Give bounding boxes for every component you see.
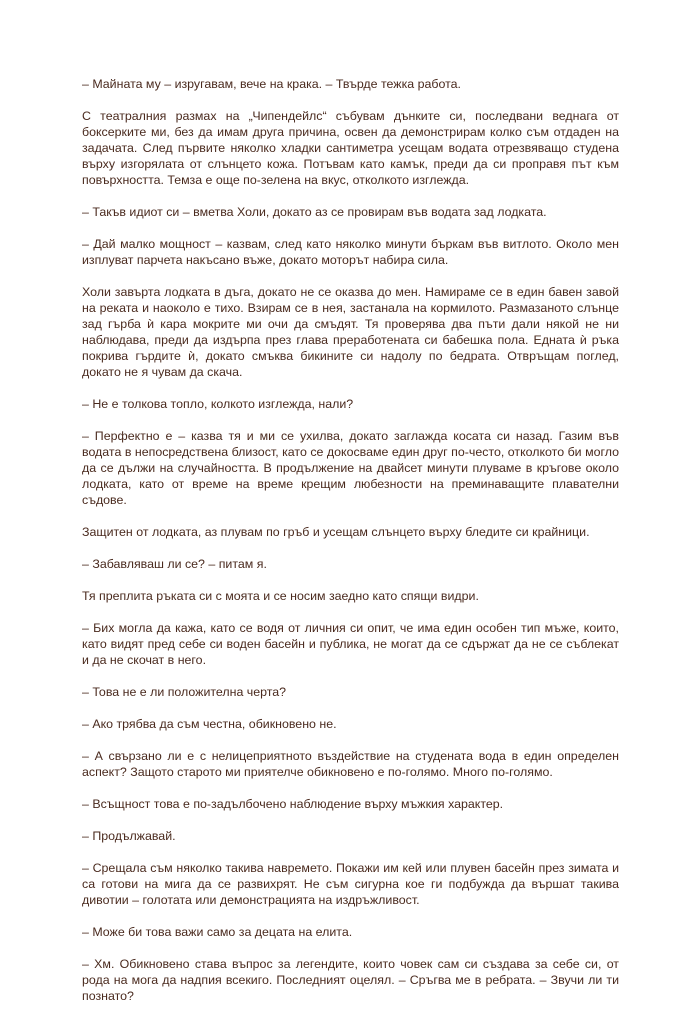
paragraph: – Майната му – изругавам, вече на крака. – Твърде тежка работа. xyxy=(82,77,461,91)
paragraph: – Това не е ли положителна черта? xyxy=(82,685,287,699)
paragraph: С театралния размах на „Чипендейлс“ събувам дънките си, последвани веднага от боксерките ми, без да имам друга причина, освен да демонстрирам колко съм отдаден на задачата. След първите няколко хладки сантиметра усещам водата отрезвяващо студена върху изгорялата от слънцето кожа. Потъвам като камък, преди да си проправя път към повърхността. Темза е още по-зелена на вкус, отколкото изглежда. xyxy=(82,109,619,187)
paragraph: Холи завърта лодката в дъга, докато не се оказва до мен. Намираме се в един бавен завой на реката и наоколо е тихо. Взирам се в нея, застанала на кормилото. Размазаното слънце зад гърба ѝ кара мокрите ми очи да смъдят. Тя проверява два пъти дали някой не ни наблюдава, преди да издърпа през глава преработената си бабешка пола. Едната ѝ ръка покрива гърдите ѝ, докато смъква бикините си надолу по бедрата. Отвръщам поглед, докато не я чувам да скача. xyxy=(82,285,619,379)
paragraph: – Срещала съм няколко такива навремето. Покажи им кей или плувен басейн през зимата и са готови на мига да се развихрят. Не съм сигурна кое ги подбужда да вършат такива дивотии – голотата или демонстрацията на издръжливост. xyxy=(82,861,619,907)
paragraph: Защитен от лодката, аз плувам по гръб и усещам слънцето върху бледите си крайници. xyxy=(82,525,590,539)
paragraph: Тя преплита ръката си с моята и се носим заедно като спящи видри. xyxy=(82,589,479,603)
paragraph: – Продължавай. xyxy=(82,829,176,843)
paragraph: – Не е толкова топло, колкото изглежда, нали? xyxy=(82,397,354,411)
paragraph: – Забавляваш ли се? – питам я. xyxy=(82,557,267,571)
paragraph: – А свързано ли е с нелицеприятното въздействие на студената вода в един определен аспект? Защото старото ми приятелче обикновено е по-голямо. Много по-голямо. xyxy=(82,749,619,779)
paragraph: – Хм. Обикновено става въпрос за легендите, които човек сам си създава за себе си, от рода на мога да надпия всекиго. Последният оцелял. – Сръгва ме в ребрата. – Звучи ли ти познато? xyxy=(82,957,619,1003)
paragraph: – Ако трябва да съм честна, обикновено не. xyxy=(82,717,337,731)
paragraph: – Дай малко мощност – казвам, след като няколко минути бъркам във витлото. Около мен изплуват парчета накъсано въже, докато моторът набира сила. xyxy=(82,237,619,267)
body-text xyxy=(82,76,619,1020)
paragraph: – Перфектно е – казва тя и ми се ухилва, докато заглажда косата си назад. Газим във водата в непосредствена близост, като се докосваме един друг по-често, отколкото би могло да се дължи на случайността. В продължение на двайсет минути плуваме в кръгове около лодката, като от време на време крещим любезности на преминаващите плавателни съдове. xyxy=(82,429,619,507)
paragraph: – Може би това важи само за децата на елита. xyxy=(82,925,353,939)
paragraph: – Бих могла да кажа, като се водя от личния си опит, че има един особен тип мъже, които, като видят пред себе си воден басейн и публика, не могат да се сдържат да не се съблекат и да не скочат в него. xyxy=(82,621,619,667)
paragraph: – Всъщност това е по-задълбочено наблюдение върху мъжкия характер. xyxy=(82,797,504,811)
paragraph: – Такъв идиот си – вметва Холи, докато аз се провирам във водата зад лодката. xyxy=(82,205,547,219)
